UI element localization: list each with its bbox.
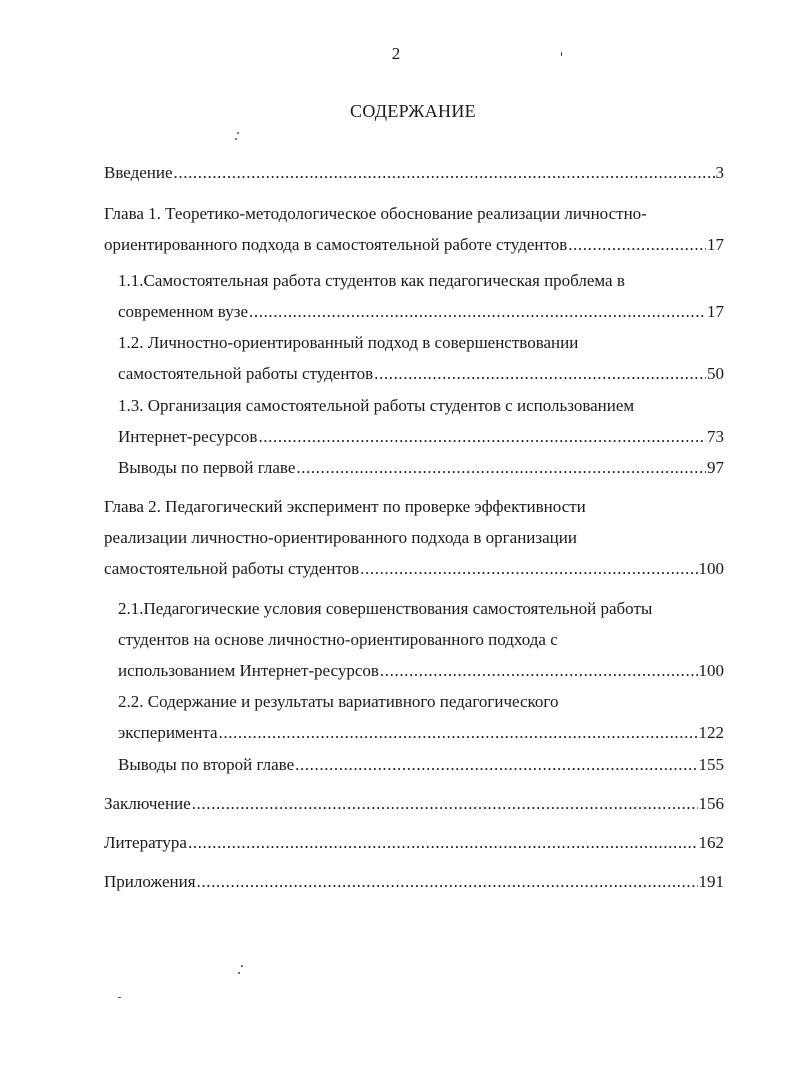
toc-leader-dots bbox=[192, 788, 698, 819]
page-number: 2 bbox=[391, 44, 401, 63]
toc-entry-text: 1.1.Самостоятельная работа студентов как педагогическая проблема в bbox=[118, 271, 625, 290]
toc-entry-text: Введение bbox=[104, 163, 173, 182]
toc-entry-page: 156 bbox=[698, 794, 724, 813]
toc-entry-page: 97 bbox=[707, 458, 724, 477]
toc-entry-section-2-2[interactable] bbox=[118, 686, 724, 748]
toc-leader-dots bbox=[295, 749, 697, 780]
toc-leader-dots bbox=[380, 655, 698, 686]
toc-entry-text: эксперимента bbox=[118, 723, 218, 742]
toc-leader-dots bbox=[197, 866, 698, 897]
toc-entry-text: 1.3. Организация самостоятельной работы студентов с использованием bbox=[118, 396, 635, 415]
toc-entry-section-1-1[interactable] bbox=[118, 265, 724, 327]
toc-entry-page: 73 bbox=[707, 427, 724, 446]
toc-entry-text: Заключение bbox=[104, 794, 191, 813]
toc-entry-section-1-2[interactable] bbox=[118, 327, 724, 389]
toc-entry-text: современном вузе bbox=[118, 302, 249, 321]
toc-entry-text: Глава 2. Педагогический эксперимент по проверке эффективности bbox=[104, 497, 586, 516]
scan-artifact bbox=[561, 52, 562, 56]
toc-entry-page: 122 bbox=[698, 723, 724, 742]
toc-entry-page: 162 bbox=[698, 833, 724, 852]
toc-entry-section-2-1[interactable] bbox=[118, 593, 724, 686]
toc-entry-page: 17 bbox=[707, 302, 724, 321]
toc-leader-dots bbox=[360, 553, 697, 584]
toc-entry-text: 2.1.Педагогические условия совершенствования самостоятельной работы bbox=[118, 599, 653, 618]
toc-entry-conclusions-2[interactable] bbox=[118, 749, 724, 780]
toc-entry-conclusions-1[interactable] bbox=[118, 452, 724, 483]
toc-entry-references[interactable] bbox=[104, 827, 724, 858]
toc-entry-text: Выводы по второй главе bbox=[118, 755, 295, 774]
toc-leader-dots bbox=[258, 421, 706, 452]
scan-artifact bbox=[241, 965, 243, 967]
page-title: СОДЕРЖАНИЕ bbox=[350, 101, 476, 121]
toc-entry-conclusion[interactable] bbox=[104, 788, 724, 819]
toc-entry-text: использованием Интернет-ресурсов bbox=[118, 661, 379, 680]
toc-entry-text: Глава 1. Теоретико-методологическое обоснование реализации личностно- bbox=[104, 204, 647, 223]
scan-artifact bbox=[238, 972, 240, 974]
toc-entry-text: самостоятельной работы студентов bbox=[118, 364, 374, 383]
toc-entry-page: 3 bbox=[715, 163, 724, 182]
toc-entry-text: самостоятельной работы студентов bbox=[104, 559, 360, 578]
toc-entry-page: 17 bbox=[707, 235, 724, 254]
scan-artifact bbox=[237, 132, 239, 134]
scan-artifact bbox=[235, 138, 237, 140]
toc-leader-dots bbox=[374, 358, 706, 389]
toc-entry-text: Интернет-ресурсов bbox=[118, 427, 258, 446]
toc-entry-text: реализации личностно-ориентированного подхода в организации bbox=[104, 528, 577, 547]
scan-artifact bbox=[118, 997, 121, 998]
toc-entry-introduction[interactable] bbox=[104, 157, 724, 188]
toc-entry-text: 2.2. Содержание и результаты вариативного педагогического bbox=[118, 692, 559, 711]
toc-entry-page: 50 bbox=[707, 364, 724, 383]
toc-leader-dots bbox=[188, 827, 698, 858]
toc-entry-page: 191 bbox=[698, 872, 724, 891]
toc-entry-text: студентов на основе личностно-ориентированного подхода с bbox=[118, 630, 558, 649]
toc-entry-page: 100 bbox=[698, 559, 724, 578]
toc-entry-page: 155 bbox=[698, 755, 724, 774]
toc-leader-dots bbox=[174, 157, 715, 188]
toc-leader-dots bbox=[296, 452, 706, 483]
toc-entry-appendices[interactable] bbox=[104, 866, 724, 897]
toc-entry-chapter-2[interactable] bbox=[104, 491, 724, 584]
toc-entry-text: Выводы по первой главе bbox=[118, 458, 296, 477]
toc-entry-chapter-1[interactable] bbox=[104, 198, 724, 260]
toc-leader-dots bbox=[219, 717, 698, 748]
toc-entry-text: Приложения bbox=[104, 872, 196, 891]
toc-leader-dots bbox=[568, 229, 706, 260]
toc-entry-section-1-3[interactable] bbox=[118, 390, 724, 452]
toc-entry-text: ориентированного подхода в самостоятельной работе студентов bbox=[104, 235, 568, 254]
toc-entry-text: Литература bbox=[104, 833, 187, 852]
toc-leader-dots bbox=[249, 296, 706, 327]
toc-entry-text: 1.2. Личностно-ориентированный подход в совершенствовании bbox=[118, 333, 579, 352]
toc-entry-page: 100 bbox=[698, 661, 724, 680]
